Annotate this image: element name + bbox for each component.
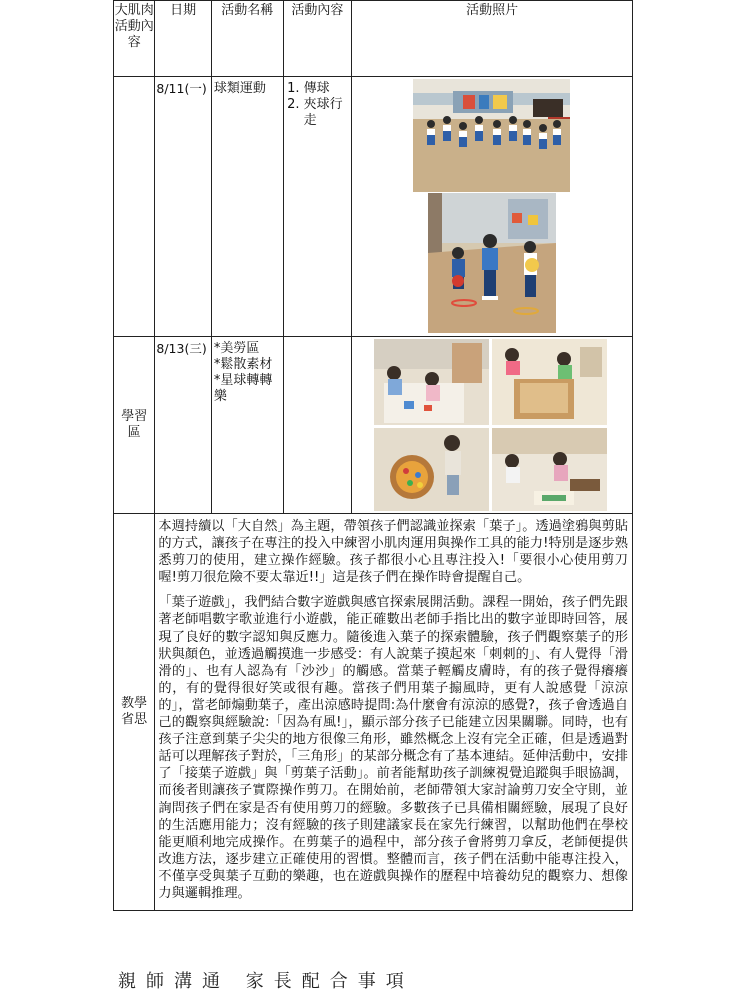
row2-activity-content (283, 337, 352, 514)
row1-date: 8/11(一) (155, 77, 212, 337)
row2-photos (352, 337, 633, 514)
row-ball-games (114, 77, 633, 337)
header-activity-content: 活動內容 (283, 1, 352, 77)
row-teaching-reflection (114, 514, 633, 911)
activity-table (113, 0, 633, 911)
row1-activity-name: 球類運動 (211, 77, 283, 337)
side-label-reflection: 教學省思 (114, 514, 155, 911)
reflection-text (155, 514, 633, 911)
side-label-learning-area: 學習區 (114, 337, 155, 514)
row2-date: 8/13(三) (155, 337, 212, 514)
row-learning-area (114, 337, 633, 514)
photo-kids-ball-walk (428, 193, 556, 333)
content-item: 2. 夾球行走 (304, 97, 352, 129)
header-row (114, 1, 633, 77)
content-item: 1. 傳球 (304, 81, 352, 97)
row1-activity-content (283, 77, 352, 337)
header-gross-motor: 大肌肉活動內容 (114, 1, 155, 77)
row2-name-text: *美勞區 *鬆散素材 *星球轉轉樂 (213, 341, 273, 404)
row1-photos (352, 77, 633, 337)
header-activity-name: 活動名稱 (211, 1, 283, 77)
header-date: 日期 (155, 1, 212, 77)
header-activity-photos: 活動照片 (352, 1, 633, 77)
reflection-paragraph-2: 「葉子遊戲」，我們結合數字遊戲與感官探索展開活動。課程一開始，孩子們先跟著老師唱數字歌並進行小遊戲，能正確數出老師手指比出的數字並即時回答，展現了良好的數字認知與反應力。隨後進入葉子的探索體驗，孩子們觀察葉子的形狀與顏色，並透過觸摸進一步感受：有人說葉子摸起來「刺刺的」、有人覺得「滑滑的」、也有人認為有「沙沙」的觸感。當葉子輕觸皮膚時，有的孩子覺得癢癢的，有的覺得很好笑或很有趣。當孩子們用葉子搧風時，更有人說感覺「涼涼的」，當老師煽動葉子，產出涼感時提問:為什麼會有涼涼的感覺?，孩子會透過自己的觀察與經驗說:「因為有風!」，顯示部分孩子已能建立因果關聯。同時，也有孩子注意到葉子尖尖的地方很像三角形，雖然概念上沒有完全正確，但是透過對話可以理解孩子對於，「三角形」的某部分概念有了基本連結。延伸活動中，安排了「接葉子遊戲」與「剪葉子活動」。前者能幫助孩子訓練視覺追蹤與手眼協調，而後者則讓孩子實際操作剪刀。在開始前，老師帶領大家討論剪刀安全守則，並詢問孩子們在家是否有使用剪刀的經驗。多數孩子已具備相關經驗，展現了良好的生活應用能力；沒有經驗的孩子則建議家長在家先行練習，以幫助他們在學校能更順利地完成操作。在剪葉子的過程中，部分孩子會將剪刀拿反，老師便提供改進方法，逐步建立正確使用的習慣。整體而言，孩子們在活動中能專注投入，不僅享受與葉子互動的樂趣，也在遊戲與操作的歷程中培養幼兒的觀察力、想像力與邏輯推理。 (158, 595, 628, 901)
row2-activity-name (211, 337, 283, 514)
reflection-paragraph-1: 本週持續以「大自然」為主題，帶領孩子們認識並探索「葉子」。透過塗鴉與剪貼的方式，讓孩子在專注的投入中練習小肌肉運用與操作工具的能力!特別是逐步熟悉剪刀的使用，建立操作經驗。孩子都很小心且專注投入!「要很小心使用剪刀喔!剪刀很危險不要太靠近!!」這是孩子們在操作時會提醒自己。 (158, 519, 628, 586)
side-cell-empty (114, 77, 155, 337)
photo-gym-ball-passing (413, 79, 570, 192)
photo-collage-learning (374, 339, 607, 511)
footer-cut-off-text: 親師溝通 家長配合事項 (118, 971, 414, 992)
